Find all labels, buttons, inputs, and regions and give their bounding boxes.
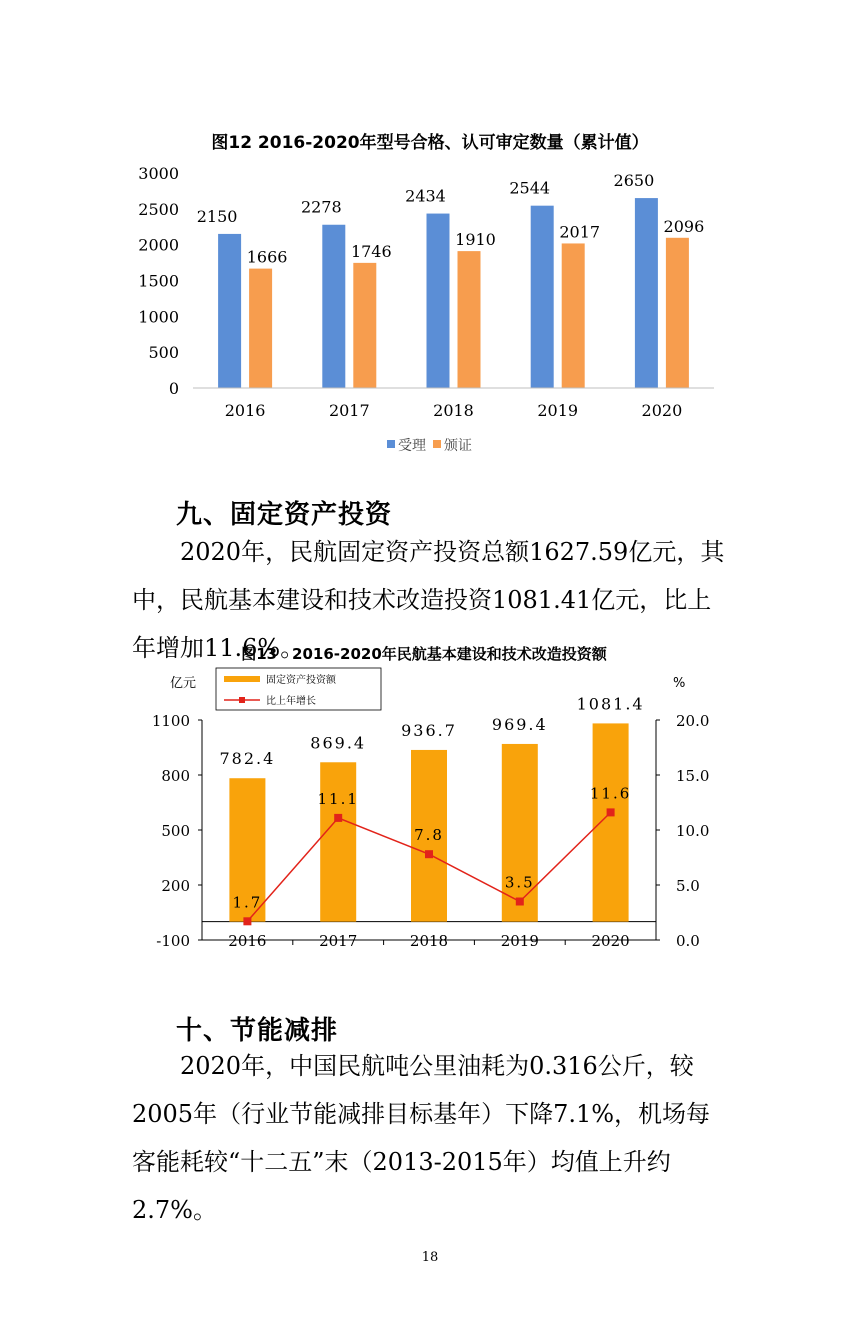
y-tick-label: 500	[148, 343, 179, 363]
bar-value-label: 869.4	[310, 733, 367, 753]
bar-value-label: 2544	[509, 178, 551, 198]
bar-certified	[249, 269, 272, 388]
bar-value-label: 2096	[663, 216, 705, 236]
chart13-title: 图13 2016-2020年民航基本建设和技术改造投资额	[241, 645, 607, 663]
bar-value-label: 782.4	[219, 749, 276, 769]
left-tick-label: -100	[156, 932, 190, 950]
x-tick-label: 2018	[409, 932, 449, 950]
bar-value-label: 2150	[196, 206, 238, 226]
x-tick-label: 2016	[224, 401, 266, 420]
section-10-heading: 十、节能减排	[176, 1016, 339, 1046]
legend-label-certified: 颁证	[444, 438, 472, 454]
bar-accepted	[531, 206, 554, 388]
left-tick-label: 500	[161, 822, 190, 840]
bar-certified	[458, 251, 481, 388]
right-tick-label: 10.0	[676, 822, 710, 840]
section-9-heading: 九、固定资产投资	[176, 500, 393, 530]
chart12-y-axis	[138, 164, 179, 398]
growth-point	[607, 808, 615, 816]
bar-accepted	[322, 225, 345, 388]
bar-certified	[562, 243, 585, 388]
y-tick-label: 2000	[138, 235, 179, 255]
chart12-title: 图12 2016-2020年型号合格、认可审定数量（累计值）	[211, 133, 649, 153]
right-tick-label: 5.0	[676, 877, 700, 895]
bar-value-label: 2278	[300, 197, 342, 217]
bar-certified	[353, 263, 376, 388]
bar-value-label: 1666	[246, 247, 288, 267]
chart13-legend	[216, 668, 381, 710]
legend-label-accepted: 受理	[398, 438, 426, 454]
left-tick-label: 800	[161, 767, 190, 785]
chart12-legend	[387, 438, 472, 454]
x-tick-label: 2019	[537, 401, 579, 420]
y-tick-label: 2500	[138, 199, 179, 219]
x-tick-label: 2017	[328, 401, 370, 420]
chart13-left-axis-unit: 亿元	[170, 676, 197, 691]
bar-investment	[593, 723, 629, 921]
chart12-bars	[197, 171, 705, 388]
left-tick-label: 1100	[151, 712, 190, 730]
section-9-paragraph: 2020年，民航固定资产投资总额1627.59亿元，其中，民航基本建设和技术改造投资1081.41亿元，比上年增加11.6%。	[132, 538, 725, 662]
y-tick-label: 0	[168, 379, 179, 398]
legend-swatch-accepted	[387, 440, 395, 448]
growth-point	[425, 850, 433, 858]
legend-swatch-certified	[433, 440, 441, 448]
y-tick-label: 1500	[138, 271, 179, 291]
x-tick-label: 2019	[500, 932, 539, 950]
bar-accepted	[218, 234, 241, 388]
bar-value-label: 2434	[405, 186, 446, 206]
x-tick-label: 2018	[433, 401, 474, 420]
chart13-bars	[219, 694, 644, 921]
bar-certified	[666, 238, 689, 388]
bar-investment	[320, 762, 356, 921]
bar-value-label: 1746	[350, 241, 392, 261]
chart-type-approval	[0, 120, 860, 470]
legend-label-investment: 固定资产投资额	[266, 675, 336, 686]
x-tick-label: 2020	[591, 932, 630, 950]
left-tick-label: 200	[161, 877, 190, 895]
section-10-text	[132, 1042, 732, 1234]
bar-value-label: 1910	[455, 230, 496, 250]
section-10-paragraph: 2020年，中国民航吨公里油耗为0.316公斤，较2005年（行业节能减排目标基年）下降7.1%，机场每客能耗较“十二五”末（2013-2015年）均值上升约2.7%。	[132, 1052, 711, 1224]
growth-point	[334, 814, 342, 822]
legend-marker-growth	[239, 697, 245, 703]
bar-value-label: 1081.4	[576, 694, 645, 714]
chart-investment	[0, 640, 860, 960]
y-tick-label: 3000	[138, 164, 179, 183]
growth-point	[243, 917, 251, 925]
bar-accepted	[427, 214, 450, 388]
bar-value-label: 936.7	[401, 720, 457, 740]
growth-value-label: 7.8	[414, 826, 444, 845]
x-tick-label: 2020	[641, 401, 683, 420]
legend-swatch-investment	[224, 676, 260, 682]
bar-value-label: 969.4	[491, 714, 548, 734]
right-tick-label: 0.0	[676, 932, 700, 950]
bar-accepted	[635, 198, 658, 388]
growth-point	[516, 898, 524, 906]
right-tick-label: 20.0	[676, 712, 710, 730]
bar-value-label: 2017	[559, 222, 601, 242]
chart12-x-axis	[193, 388, 714, 420]
chart13-right-axis-unit: %	[673, 676, 686, 691]
growth-value-label: 3.5	[504, 873, 535, 892]
growth-value-label: 11.1	[317, 789, 359, 808]
right-tick-label: 15.0	[676, 767, 710, 785]
growth-value-label: 11.6	[589, 784, 632, 803]
x-tick-label: 2017	[319, 932, 358, 950]
legend-label-growth: 比上年增长	[266, 696, 316, 707]
growth-value-label: 1.7	[232, 893, 263, 912]
bar-value-label: 2650	[613, 171, 655, 191]
x-tick-label: 2016	[228, 932, 267, 950]
page-number: 18	[421, 1250, 439, 1265]
y-tick-label: 1000	[138, 307, 179, 327]
